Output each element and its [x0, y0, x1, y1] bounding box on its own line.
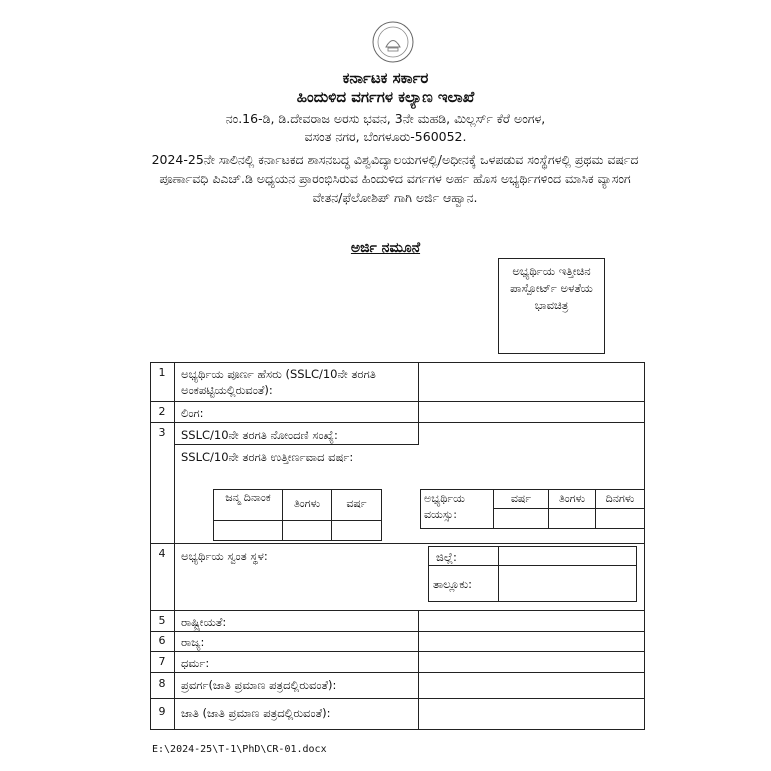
age-year-label: ವರ್ಷ	[510, 492, 532, 505]
age-label: ಅಭ್ಯರ್ಥಿಯ ವಯಸ್ಸು:	[424, 492, 465, 521]
category-label: ಪ್ರವರ್ಗ(ಜಾತಿ ಪ್ರಮಾಣ ಪತ್ರದಲ್ಲಿರುವಂತೆ):	[181, 678, 337, 692]
age-months-label: ತಿಂಗಳು	[558, 492, 586, 505]
dob-months-label: ತಿಂಗಳು	[293, 497, 321, 510]
department-title: ಹಿಂದುಳಿದ ವರ್ಗಗಳ ಕಲ್ಯಾಣ ಇಲಾಖೆ	[296, 88, 475, 106]
notice-text: 2024-25ನೇ ಸಾಲಿನಲ್ಲಿ ಕರ್ನಾಟಕದ ಶಾಸನಬದ್ಧ ವಿಶ್ವವಿದ್ಯಾಲಯಗಳಲ್ಲಿ/ಅಧೀನಕ್ಕೆ ಒಳಪಡುವ ಸಂಸ್ಥೆಗಳಲ್ಲಿ ಪ್ರಥಮ ವರ್ಷದ ಪೂರ್ಣಾವಧಿ ಪಿಎಚ್.ಡಿ ಅಧ್ಯಯನ ಪ್ರಾರಂಭಿಸಿರುವ ಹಿಂದುಳಿದ ವರ್ಗಗಳ ಅರ್ಹ ಹೊಸ ಅಭ್ಯರ್ಥಿಗಳಿಂದ ಮಾಸಿಕ ವ್ಯಾಸಂಗ ವೇತನ/ಫೆಲೋಶಿಪ್ ಗಾಗಿ ಅರ್ಜಿ ಆಹ್ವಾನ.	[151, 152, 639, 205]
row-number: 9	[158, 705, 166, 718]
religion-label: ಧರ್ಮ:	[181, 656, 210, 670]
sslc-register-number-label: SSLC/10ನೇ ತರಗತಿ ನೋಂದಣಿ ಸಂಖ್ಯೆ:	[181, 428, 338, 442]
address-line-2: ವಸಂತ ನಗರ, ಬೆಂಗಳೂರು-560052.	[304, 129, 467, 144]
caste-label: ಜಾತಿ (ಜಾತಿ ಪ್ರಮಾಣ ಪತ್ರದಲ್ಲಿರುವಂತೆ):	[181, 706, 331, 720]
row-number: 4	[158, 547, 166, 560]
full-name-label: ಅಭ್ಯರ್ಥಿಯ ಪೂರ್ಣ ಹೆಸರು (SSLC/10ನೇ ತರಗತಿ ಅಂಕಪಟ್ಟಿಯಲ್ಲಿರುವಂತೆ):	[181, 367, 376, 397]
file-path-footer: E:\2024-25\T-1\PhD\CR-01.docx	[152, 744, 327, 755]
row-number: 7	[158, 655, 166, 668]
sslc-pass-year-label: SSLC/10ನೇ ತರಗತಿ ಉತ್ತೀರ್ಣವಾದ ವರ್ಷ:	[181, 450, 354, 464]
district-label: ಜಿಲ್ಲೆ:	[436, 550, 457, 564]
taluk-label: ತಾಲ್ಲೂಕು:	[433, 577, 473, 591]
row-number: 8	[158, 677, 166, 690]
row-number: 3	[158, 426, 166, 439]
photo-box: ಅಭ್ಯರ್ಥಿಯ ಇತ್ತೀಚಿನ ಪಾಸ್ಪೋರ್ಟ್ ಅಳತೆಯ ಭಾವಚಿತ್ರ	[498, 258, 605, 354]
nationality-label: ರಾಷ್ಟ್ರೀಯತೆ:	[181, 615, 227, 629]
government-title: ಕರ್ನಾಟಕ ಸರ್ಕಾರ	[342, 69, 429, 87]
row-number: 5	[158, 614, 166, 627]
row-number: 2	[158, 405, 166, 418]
address-line-1: ನಂ.16-ಡಿ, ಡಿ.ದೇವರಾಜ ಅರಸು ಭವನ, 3ನೇ ಮಹಡಿ, ಮಿಲ್ಲರ್ಸ್ ಕೆರೆ ಅಂಗಳ,	[225, 111, 546, 126]
native-place-label: ಅಭ್ಯರ್ಥಿಯ ಸ್ವಂತ ಸ್ಥಳ:	[181, 549, 268, 563]
row-number: 6	[158, 634, 166, 647]
state-label: ರಾಜ್ಯ:	[181, 635, 205, 649]
row-number: 1	[158, 366, 166, 379]
karnataka-emblem-icon	[371, 20, 415, 64]
dob-label: ಜನ್ಮ ದಿನಾಂಕ	[225, 491, 271, 504]
dob-year-label: ವರ್ಷ	[346, 497, 367, 510]
form-title: ಅರ್ಜಿ ನಮೂನೆ	[350, 240, 421, 256]
age-days-label: ದಿನಗಳು	[605, 492, 635, 505]
gender-label: ಲಿಂಗ:	[181, 406, 204, 420]
